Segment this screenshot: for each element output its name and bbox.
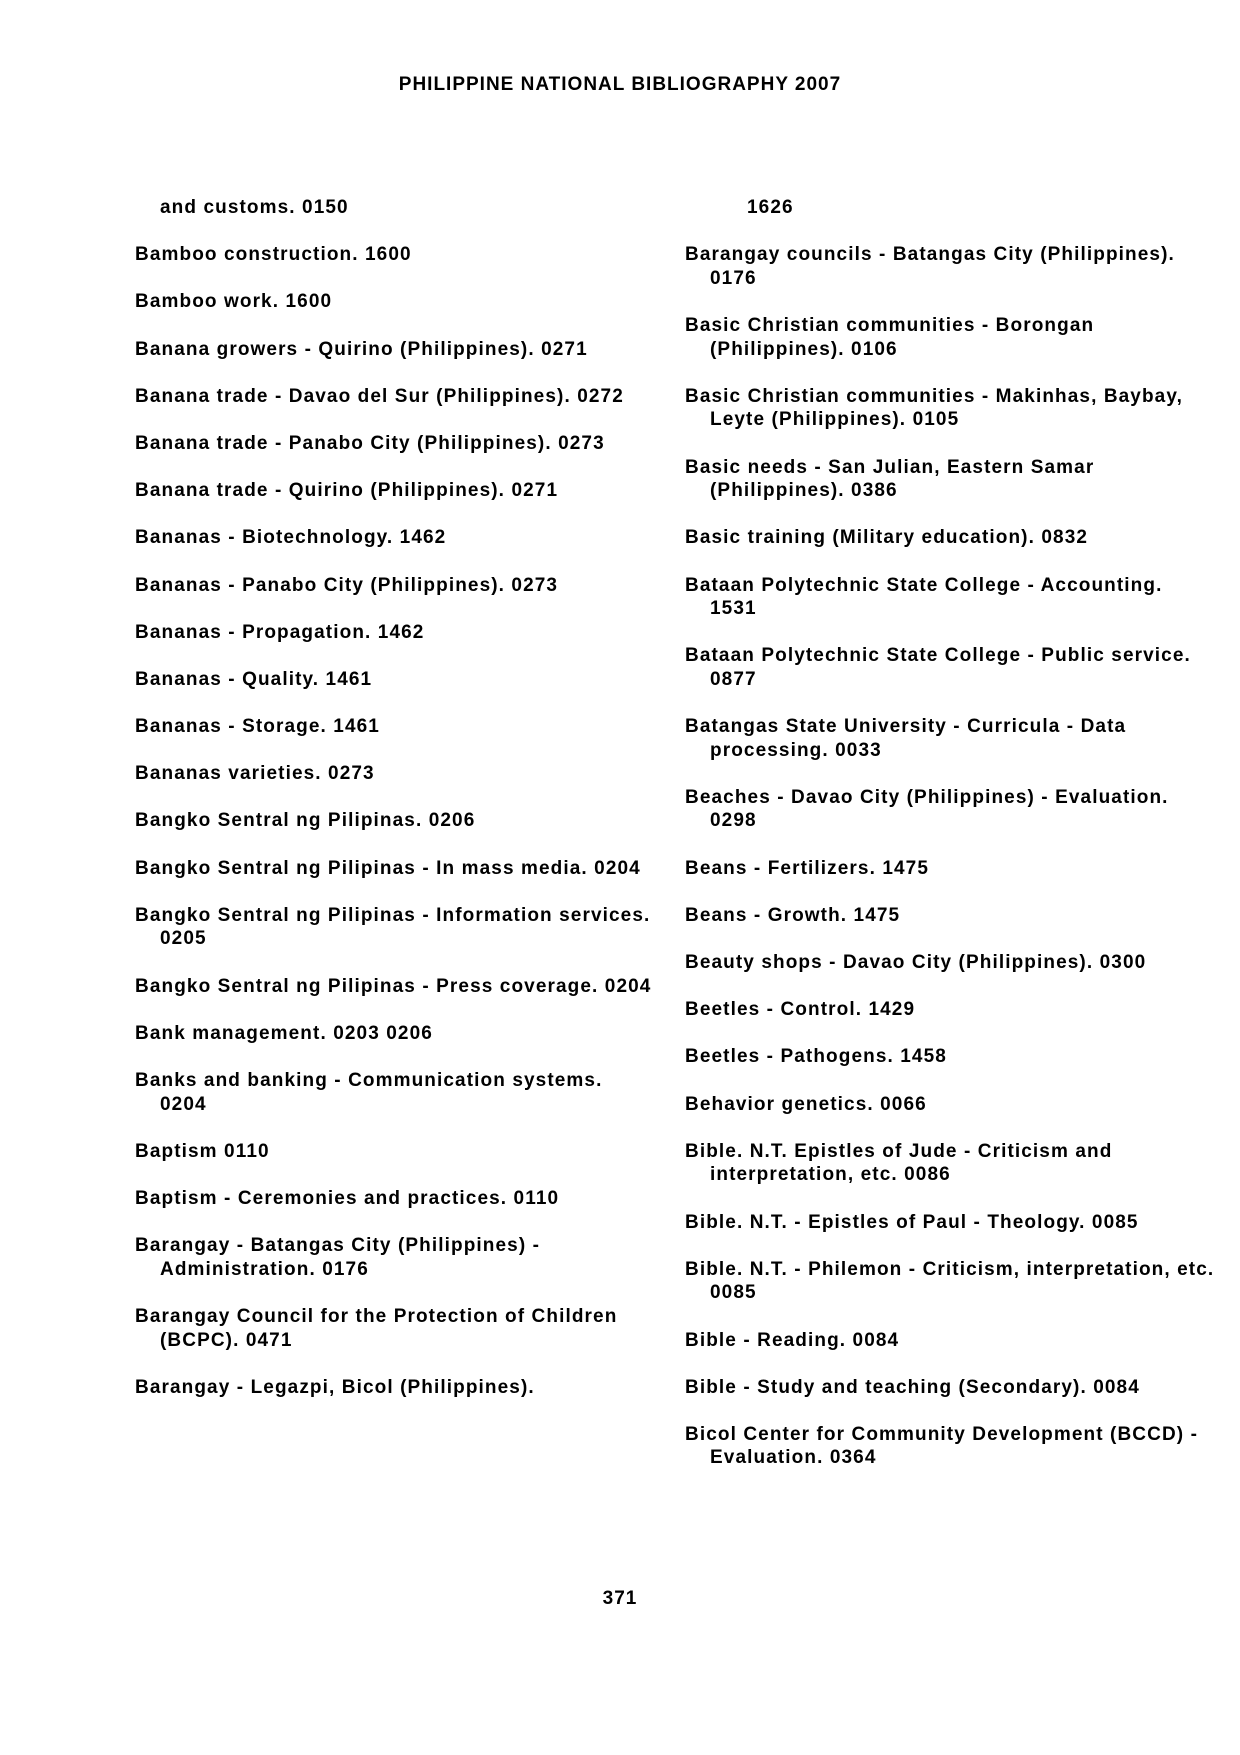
index-entry: Bamboo work. 1600 (135, 291, 333, 313)
index-entry: Bananas varieties. 0273 (135, 763, 375, 785)
index-entry: Bible. N.T. - Epistles of Paul - Theology. 0085 (685, 1211, 1139, 1233)
page-number: 371 (602, 1588, 638, 1609)
index-entry: Baptism 0110 (135, 1140, 270, 1162)
index-entry: Banana trade - Quirino (Philippines). 0271 (135, 480, 559, 502)
index-entry: Beetles - Pathogens. 1458 (685, 1046, 947, 1068)
index-entry: Beauty shops - Davao City (Philippines). 0300 (685, 952, 1147, 973)
index-entry: Bicol Center for Community Development (BCCD) - Evaluation. 0364 (685, 1423, 1199, 1469)
index-entry: Bangko Sentral ng Pilipinas - Press coverage. 0204 (135, 975, 652, 997)
index-entry: 1626 (747, 197, 794, 218)
index-entry: Basic Christian communities - Makinhas, Baybay, Leyte (Philippines). 0105 (685, 385, 1183, 431)
index-entry: Banana growers - Quirino (Philippines). 0271 (135, 338, 588, 360)
index-entry: Beans - Growth. 1475 (685, 904, 901, 926)
index-entry: Bank management. 0203 0206 (135, 1022, 433, 1044)
index-entry: Bananas - Propagation. 1462 (135, 621, 425, 643)
index-entry: Batangas State University - Curricula - Data processing. 0033 (685, 716, 1127, 761)
index-entry: Banana trade - Davao del Sur (Philippines). 0272 (135, 385, 624, 407)
index-entry: Bible. N.T. - Philemon - Criticism, interpretation, etc. 0085 (685, 1258, 1215, 1304)
index-entry: Basic Christian communities - Borongan (Philippines). 0106 (685, 314, 1095, 360)
right-column-index (685, 196, 1215, 1494)
index-entry: Basic needs - San Julian, Eastern Samar (Philippines). 0386 (685, 456, 1095, 502)
index-entry: Baptism - Ceremonies and practices. 0110 (135, 1187, 560, 1209)
index-entry: Bataan Polytechnic State College - Accounting. 1531 (685, 574, 1163, 620)
index-entry: Bangko Sentral ng Pilipinas - In mass media. 0204 (135, 857, 641, 879)
index-entry: Barangay Council for the Protection of Children (BCPC). 0471 (135, 1305, 618, 1351)
index-entry: Bangko Sentral ng Pilipinas. 0206 (135, 810, 476, 832)
index-entry: Bangko Sentral ng Pilipinas - Information services. 0205 (135, 904, 651, 950)
index-entry: Bamboo construction. 1600 (135, 244, 412, 266)
index-entry: Beaches - Davao City (Philippines) - Evaluation. 0298 (685, 786, 1169, 832)
index-entry: Bananas - Panabo City (Philippines). 0273 (135, 574, 559, 596)
index-entry: Bible - Study and teaching (Secondary). 0084 (685, 1376, 1140, 1398)
index-entry: Beetles - Control. 1429 (685, 999, 916, 1021)
index-entry: Basic training (Military education). 0832 (685, 527, 1089, 549)
index-entry: Bible. N.T. Epistles of Jude - Criticism and interpretation, etc. 0086 (685, 1140, 1113, 1186)
index-entry: Bananas - Biotechnology. 1462 (135, 527, 447, 549)
index-entry: Bananas - Quality. 1461 (135, 668, 373, 690)
index-entry: and customs. 0150 (160, 197, 349, 218)
index-entry: Behavior genetics. 0066 (685, 1093, 927, 1115)
index-entry: Barangay - Batangas City (Philippines) - Administration. 0176 (135, 1235, 541, 1280)
index-entry: Bible - Reading. 0084 (685, 1329, 900, 1351)
index-entry: Barangay councils - Batangas City (Philippines). 0176 (685, 244, 1175, 289)
index-entry: Banks and banking - Communication systems. 0204 (135, 1069, 603, 1115)
index-entry: Bataan Polytechnic State College - Public service. 0877 (685, 645, 1191, 690)
left-column-index (135, 196, 655, 1423)
index-entry: Bananas - Storage. 1461 (135, 716, 380, 738)
page-header-title: PHILIPPINE NATIONAL BIBLIOGRAPHY 2007 (398, 74, 842, 95)
index-entry: Beans - Fertilizers. 1475 (685, 857, 929, 879)
index-entry: Barangay - Legazpi, Bicol (Philippines). (135, 1376, 535, 1398)
index-entry: Banana trade - Panabo City (Philippines). 0273 (135, 432, 605, 454)
